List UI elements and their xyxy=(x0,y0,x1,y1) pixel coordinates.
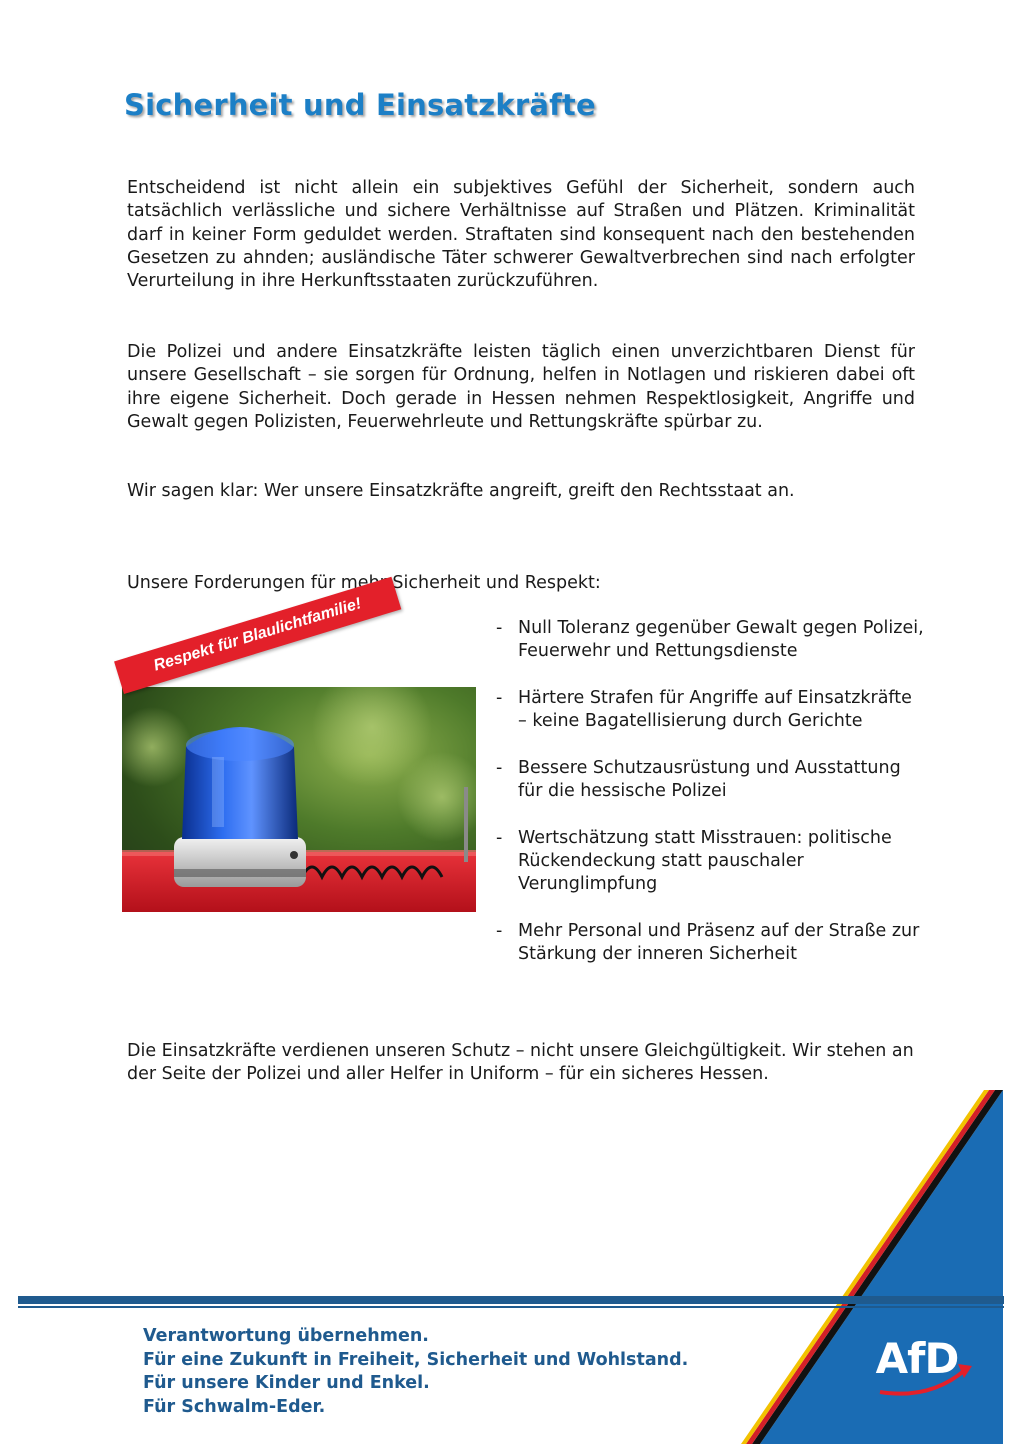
demand-text: Wertschätzung statt Misstrauen: politische Rückendeckung statt pauschaler Verunglimpfung xyxy=(518,827,892,895)
dash-marker: - xyxy=(496,757,503,778)
demand-text: Bessere Schutzausrüstung und Ausstattung für die hessische Polizei xyxy=(518,757,901,802)
footer-line-1: Verantwortung übernehmen. xyxy=(143,1326,429,1346)
demands-intro: Unsere Forderungen für mehr Sicherheit und Respekt: xyxy=(127,573,601,593)
footer-line-2: Für eine Zukunft in Freiheit, Sicherheit und Wohlstand. xyxy=(143,1349,689,1370)
demand-text: Mehr Personal und Präsenz auf der Straße zur Stärkung der inneren Sicherheit xyxy=(518,920,920,965)
paragraph-statement: Wir sagen klar: Wer unsere Einsatzkräfte angreift, greift den Rechtsstaat an. xyxy=(127,481,795,501)
dash-marker: - xyxy=(496,827,503,848)
page-title: Sicherheit und Einsatzkräfte xyxy=(124,88,596,122)
demand-text: Härtere Strafen für Angriffe auf Einsatzkräfte – keine Bagatellisierung durch Gerichte xyxy=(518,687,912,732)
closing-paragraph: Die Einsatzkräfte verdienen unseren Schutz – nicht unsere Gleichgültigkeit. Wir stehen an der Seite der Polizei und aller Helfer in Uniform – für ein sicheres Hessen. xyxy=(127,1041,914,1085)
demand-text: Null Toleranz gegenüber Gewalt gegen Polizei, Feuerwehr und Rettungsdienste xyxy=(518,618,924,662)
dash-marker: - xyxy=(496,618,503,638)
respect-banner: Respekt für Blaulichtfamilie! xyxy=(114,577,401,694)
footer-line-3: Für unsere Kinder und Enkel. xyxy=(143,1373,430,1394)
party-logo: AfD xyxy=(875,1334,959,1383)
dash-marker: - xyxy=(496,920,503,941)
footer-line-4: Für Schwalm-Eder. xyxy=(143,1396,326,1417)
dash-marker: - xyxy=(496,687,503,708)
paragraph-police: Die Polizei und andere Einsatzkräfte leisten täglich einen unverzichtbaren Dienst für unsere Gesellschaft – sie sorgen für Ordnung, helfen in Notlagen und riskieren dabei oft ihre eigene Sicherheit. Doch gerade in Hessen nehmen Respektlosigkeit, Angriffe und Gewalt gegen Polizisten, Feuerwehrleute und Rettungskräfte spürbar zu. xyxy=(127,342,915,432)
paragraph-security: Entscheidend ist nicht allein ein subjektives Gefühl der Sicherheit, sondern auch tatsächlich verlässliche und sichere Verhältnisse auf Straßen und Plätzen. Kriminalität darf in keiner Form geduldet werden. Straftaten sind konsequent nach den bestehenden Gesetzen zu ahnden; ausländische Täter schwerer Gewaltverbrechen sind nach erfolgter Verurteilung in ihre Herkunftsstaaten zurückzuführen. xyxy=(127,178,915,292)
